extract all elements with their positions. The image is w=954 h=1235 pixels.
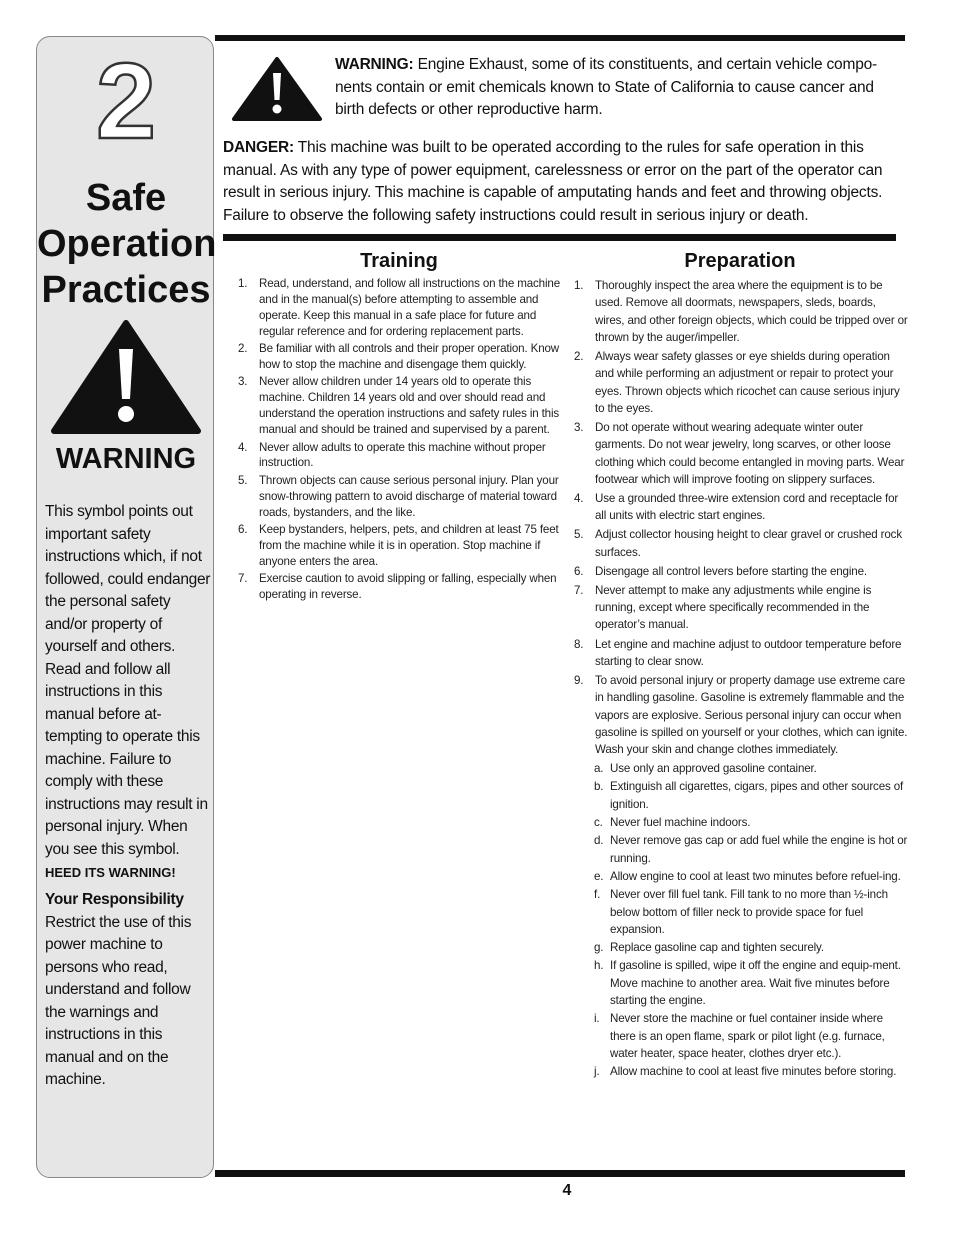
section-title-line: Safe — [85, 177, 167, 219]
item-text: Thoroughly inspect the area where the equipment is to be used. Remove all doormats, newspapers, sleds, boards, wires, and other foreign objects, which could be tripped over or thrown by the auger/impeller. — [595, 279, 908, 344]
item-text: Adjust collector housing height to clear gravel or crushed rock surfaces. — [595, 528, 902, 559]
sub-item-text: Extinguish all cigarettes, cigars, pipes and other sources of ignition. — [610, 780, 904, 811]
item-text: Never attempt to make any adjustments while engine is running, except where specifically recommended in the operator’s manual. — [595, 583, 872, 632]
sub-item-text: Never fuel machine indoors. — [610, 816, 751, 830]
list-item — [574, 348, 908, 417]
list-item — [574, 419, 908, 488]
sub-item — [594, 778, 908, 813]
list-item — [574, 636, 908, 671]
item-text: Do not operate without wearing adequate winter outer garments. Do not wear jewelry, long scarves, or other loose clothing which could become entangled in moving parts. Wear footwear which will improve footing on slippery surfaces. — [595, 420, 905, 486]
item-number: 9. — [574, 673, 584, 687]
list-item — [238, 374, 562, 438]
sub-item — [594, 760, 908, 777]
list-item — [238, 341, 562, 373]
warning-triangle-icon — [231, 56, 323, 122]
sub-item-letter: a. — [594, 762, 604, 776]
symbol-explanation: This symbol points out important safety instructions which, if not followed, could endanger the personal safety and/or property of yourself and others. Read and follow all instructions in this manual before at-tempting to operate this machine. Failure to comply with these instructions may result in personal injury. When you see this symbol. — [45, 503, 211, 858]
list-item — [574, 582, 908, 634]
list-item — [574, 563, 908, 580]
list-item — [574, 277, 908, 346]
item-number: 6. — [574, 564, 584, 578]
item-number: 2. — [574, 349, 584, 363]
item-text: Never allow adults to operate this machine without proper instruction. — [259, 440, 546, 470]
california-warning — [335, 54, 901, 122]
responsibility-heading: Your Responsibility — [45, 891, 184, 908]
item-number: 5. — [574, 528, 584, 542]
sub-item-letter: e. — [594, 869, 604, 883]
sub-item-text: Never store the machine or fuel container inside where there is an open flame, spark or pilot light (e.g. furnace, water heater, space heater, clothes dryer etc.). — [610, 1012, 885, 1060]
item-number: 4. — [574, 491, 584, 505]
preparation-heading: Preparation — [684, 250, 796, 272]
sub-item-text: Use only an approved gasoline container. — [610, 762, 817, 776]
sub-item-letter: d. — [594, 834, 604, 848]
sub-item-letter: c. — [594, 816, 603, 830]
item-text: Be familiar with all controls and their proper operation. Know how to stop the machine and disengage them quickly. — [259, 342, 560, 372]
item-number: 7. — [238, 572, 248, 586]
sub-item — [594, 1063, 908, 1080]
sub-item-letter: f. — [594, 888, 601, 902]
item-text: Thrown objects can cause serious personal injury. Plan your snow-throwing pattern to avoid discharge of material toward roads, bystanders, and the like. — [259, 473, 559, 519]
list-item — [574, 672, 908, 758]
warning-label-inline: WARNING: — [335, 56, 414, 73]
item-text: Use a grounded three-wire extension cord and receptacle for all units with electric start engines. — [595, 491, 899, 523]
item-text: Never allow children under 14 years old to operate this machine. Children 14 years old and over should read and understand the operation instructions and safety rules in this manual and should be trained and supervised by a parent. — [259, 375, 560, 437]
sub-item — [594, 957, 908, 1009]
danger-label: DANGER: — [223, 139, 294, 156]
responsibility-text: Restrict the use of this power machine to persons who read, understand and follow the warnings and instructions in this manual and on the machine. — [45, 913, 192, 1088]
chapter-number: 2 — [95, 40, 157, 161]
section-title — [37, 175, 215, 313]
sub-item — [594, 1010, 908, 1062]
warning-label: WARNING — [55, 443, 197, 475]
sub-item-letter: i. — [594, 1012, 600, 1026]
item-text: Disengage all control levers before starting the engine. — [595, 564, 867, 578]
bottom-rule — [215, 1170, 905, 1177]
warning-triangle-icon — [50, 319, 202, 437]
sub-item — [594, 939, 908, 956]
sub-item — [594, 868, 908, 885]
item-text: Let engine and machine adjust to outdoor temperature before starting to clear snow. — [595, 637, 902, 668]
sub-item — [594, 832, 908, 867]
sidebar-panel — [36, 36, 217, 1178]
sidebar-body — [45, 501, 211, 1092]
list-item — [238, 473, 562, 521]
item-number: 2. — [238, 342, 248, 356]
top-rule — [215, 35, 905, 41]
section-title-line: Practices — [41, 269, 211, 311]
item-text: Keep bystanders, helpers, pets, and children at least 75 feet from the machine while it is in operation. Stop machine if anyone enters the area. — [259, 523, 559, 568]
training-heading: Training — [360, 250, 438, 272]
item-text: To avoid personal injury or property damage use extreme care in handling gasoline. Gasoline is extremely flammable and the vapors are explosive. Serious personal injury can occur when gasoline is spilled on yourself or your clothes, which can ignite. Wash your skin and change clothes immediately. — [595, 673, 908, 757]
item-text: Always wear safety glasses or eye shields during operation and while performing an adjustment or repair to protect your eyes. Thrown objects which ricochet can cause serious injury to the eyes. — [595, 349, 900, 415]
page-number: 4 — [562, 1182, 572, 1199]
item-number: 1. — [574, 279, 584, 292]
item-number: 6. — [238, 523, 248, 537]
danger-text: This machine was built to be operated according to the rules for safe operation in this manual. As with any type of power equipment, carelessness or error on the part of the operator can result in serious injury. This machine is capable of amputating hands and feet and throwing objects. Failure to observe the following safety instructions could result in serious injury or death. — [223, 139, 883, 224]
item-text: Read, understand, and follow all instructions on the machine and in the manual(s) before attempting to assemble and operate. Keep this manual in a safe place for future and regular reference and for ordering replacement parts. — [259, 277, 560, 338]
list-item — [238, 522, 562, 570]
item-number: 7. — [574, 583, 584, 597]
list-item — [238, 440, 562, 472]
sub-item-letter: b. — [594, 780, 604, 794]
sub-item-letter: h. — [594, 959, 604, 973]
item-text: Exercise caution to avoid slipping or falling, especially when operating in reverse. — [259, 572, 557, 602]
item-number: 4. — [238, 440, 248, 454]
sub-item — [594, 814, 908, 831]
sub-item-letter: g. — [594, 941, 604, 955]
item-number: 3. — [238, 375, 248, 389]
list-item — [238, 276, 562, 340]
warning-text: Engine Exhaust, some of its constituents, and certain vehicle compo-nents contain or emit chemicals known to State of California to cause cancer and birth defects or other reproductive harm. — [335, 56, 877, 118]
sub-item-text: Allow machine to cool at least five minutes before storing. — [610, 1065, 897, 1079]
middle-rule — [223, 234, 896, 241]
list-item — [238, 571, 562, 603]
sub-item-text: Never remove gas cap or add fuel while the engine is hot or running. — [610, 834, 908, 865]
item-number: 5. — [238, 473, 248, 487]
sub-item — [594, 886, 908, 938]
danger-notice — [223, 137, 903, 227]
heed-warning: HEED ITS WARNING! — [45, 865, 176, 880]
item-number: 3. — [574, 420, 584, 434]
sub-item-text: Allow engine to cool at least two minutes before refuel-ing. — [610, 869, 901, 883]
sub-item-text: Replace gasoline cap and tighten securely. — [610, 941, 824, 955]
sub-item-text: Never over fill fuel tank. Fill tank to no more than ½-inch below bottom of filler neck to provide space for fuel expansion. — [610, 888, 888, 936]
list-item — [574, 490, 908, 525]
training-list — [238, 276, 562, 605]
item-number: 1. — [238, 277, 248, 290]
sub-item-text: If gasoline is spilled, wipe it off the engine and equip-ment. Move machine to another area. Wait five minutes before starting the engine. — [610, 959, 901, 1008]
list-item — [574, 526, 908, 561]
preparation-list — [574, 277, 908, 1082]
item-number: 8. — [574, 637, 584, 651]
section-title-line: Operation — [37, 223, 217, 265]
sub-item-letter: j. — [594, 1065, 600, 1079]
